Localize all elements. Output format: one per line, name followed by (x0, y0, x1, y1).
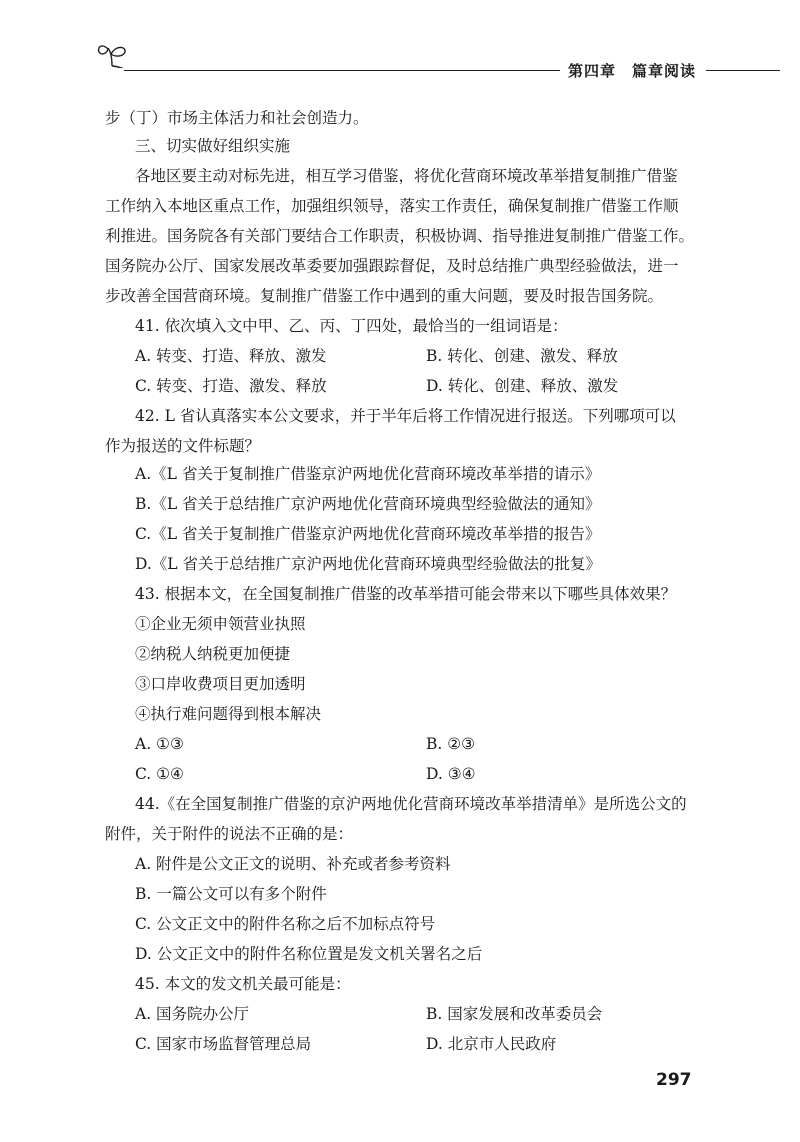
question-stem: 45. 本文的发文机关最可能是： (135, 975, 351, 993)
paragraph-line: 利推进。国务院各有关部门要结合工作职责，积极协调、指导推进复制推广借鉴工作。 (105, 227, 695, 245)
option-b: B. 国家发展和改革委员会 (426, 1005, 603, 1023)
paragraph-line: 步改善全国营商环境。复制推广借鉴工作中遇到的重大问题，要及时报告国务院。 (105, 287, 664, 305)
list-item: ①企业无须申领营业执照 (135, 615, 306, 633)
option-c: C. 转变、打造、激发、释放 (135, 377, 327, 395)
question-stem: 44.《在全国复制推广借鉴的京沪两地优化营商环境改革举措清单》是所选公文的 (135, 795, 687, 813)
option-row (135, 1004, 603, 1024)
chapter-title: 篇章阅读 (632, 62, 697, 80)
option-c: C. 公文正文中的附件名称之后不加标点符号 (135, 915, 436, 933)
chapter-number: 第四章 (568, 62, 617, 80)
option-row (135, 734, 476, 754)
option-row (135, 764, 476, 784)
option-row (135, 346, 618, 366)
list-item: ④执行难问题得到根本解决 (135, 705, 322, 723)
question-stem: 42. L 省认真落实本公文要求，并于半年后将工作情况进行报送。下列哪项可以 (135, 407, 676, 425)
option-row (135, 376, 619, 396)
list-item: ③口岸收费项目更加透明 (135, 675, 306, 693)
question-stem: 作为报送的文件标题？ (105, 437, 261, 455)
option-d: D. ③④ (426, 765, 476, 783)
option-a: A. 附件是公文正文的说明、补充或者参考资料 (135, 855, 451, 873)
question-stem: 43. 根据本文，在全国复制推广借鉴的改革举措可能会带来以下哪些具体效果？ (135, 585, 677, 603)
option-c: C. 国家市场监督管理总局 (135, 1035, 312, 1053)
option-row (135, 1034, 557, 1054)
paragraph-line: 步（丁）市场主体活力和社会创造力。 (105, 109, 369, 127)
option-a: A. 转变、打造、释放、激发 (135, 347, 327, 365)
sprout-icon (96, 42, 130, 68)
option-d: D. 公文正文中的附件名称位置是发文机关署名之后 (135, 945, 483, 963)
option-b: B. 一篇公文可以有多个附件 (135, 885, 327, 903)
option-c: C.《L 省关于复制推广借鉴京沪两地优化营商环境改革举措的报告》 (135, 525, 601, 543)
option-d: D. 北京市人民政府 (426, 1035, 557, 1053)
option-d: D. 转化、创建、释放、激发 (426, 377, 619, 395)
option-b: B. ②③ (426, 735, 476, 753)
option-a: A.《L 省关于复制推广借鉴京沪两地优化营商环境改革举措的请示》 (135, 465, 601, 483)
question-stem: 41. 依次填入文中甲、乙、丙、丁四处，最恰当的一组词语是： (135, 317, 568, 335)
option-b: B.《L 省关于总结推广京沪两地优化营商环境典型经验做法的通知》 (135, 495, 601, 513)
paragraph-line: 各地区要主动对标先进，相互学习借鉴，将优化营商环境改革举措复制推广借鉴 (135, 167, 678, 185)
page-number: 297 (656, 1070, 692, 1090)
option-b: B. 转化、创建、激发、释放 (426, 347, 618, 365)
list-item: ②纳税人纳税更加便捷 (135, 645, 291, 663)
option-c: C. ①④ (135, 765, 184, 783)
chapter-label (568, 60, 696, 81)
header-rule-left (124, 70, 560, 71)
option-a: A. 国务院办公厅 (135, 1005, 250, 1023)
header-rule-right (706, 70, 780, 71)
section-heading: 三、切实做好组织实施 (135, 137, 291, 155)
option-a: A. ①③ (135, 735, 184, 753)
question-stem: 附件，关于附件的说法不正确的是： (105, 825, 354, 843)
paragraph-line: 工作纳入本地区重点工作，加强组织领导，落实工作责任，确保复制推广借鉴工作顺 (105, 197, 679, 215)
paragraph-line: 国务院办公厅、国家发展改革委要加强跟踪督促，及时总结推广典型经验做法，进一 (105, 257, 679, 275)
option-d: D.《L 省关于总结推广京沪两地优化营商环境典型经验做法的批复》 (135, 555, 602, 573)
page-header (0, 0, 800, 100)
